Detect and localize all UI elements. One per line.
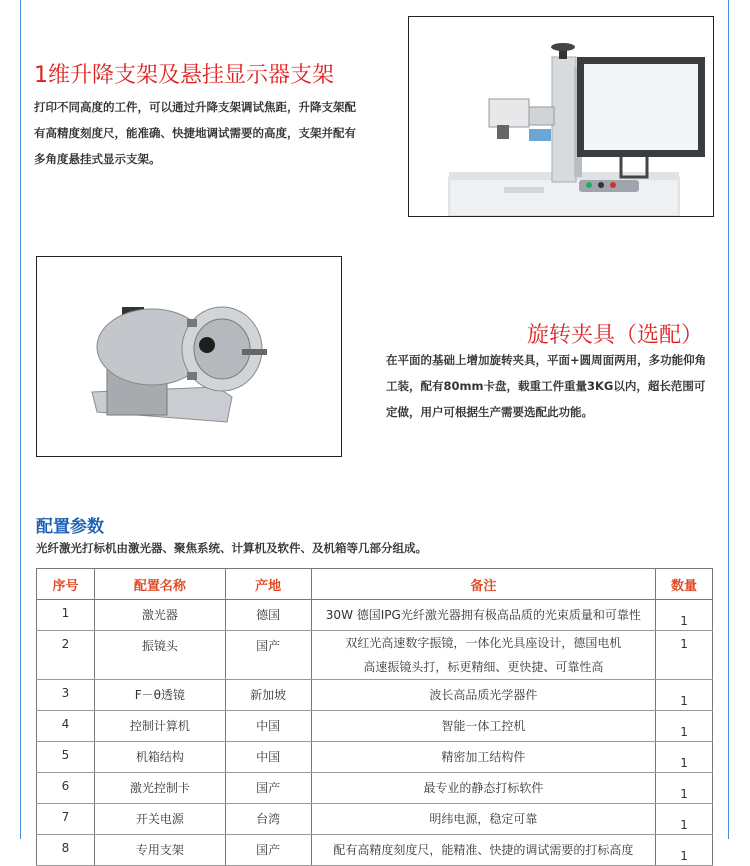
table-row xyxy=(37,804,713,835)
feature2-title: 旋转夹具（选配） xyxy=(527,323,704,348)
table-row xyxy=(37,600,713,631)
table-row xyxy=(37,742,713,773)
header-note: 备注 xyxy=(311,569,655,600)
cell-no: 3 xyxy=(37,680,95,711)
cell-note xyxy=(311,631,655,680)
cell-name: 机箱结构 xyxy=(94,742,225,773)
table-row xyxy=(37,631,713,680)
cell-no: 2 xyxy=(37,631,95,680)
cell-origin: 中国 xyxy=(225,711,311,742)
cell-origin: 国产 xyxy=(225,773,311,804)
cell-name: 激光器 xyxy=(94,600,225,631)
cell-note: 精密加工结构件 xyxy=(311,742,655,773)
cell-qty: 1 xyxy=(656,804,713,835)
cell-no: 6 xyxy=(37,773,95,804)
cell-qty: 1 xyxy=(656,711,713,742)
cell-name: 专用支架 xyxy=(94,835,225,866)
cell-name: F－θ透镜 xyxy=(94,680,225,711)
cell-name: 控制计算机 xyxy=(94,711,225,742)
cell-note: 配有高精度刻度尺，能精准、快捷的调试需要的打标高度 xyxy=(311,835,655,866)
feature2-description: 在平面的基础上增加旋转夹具，平面+圆周面两用，多功能仰角工装，配有80mm卡盘，载重工件重量3KG以内，超长范围可定做，用户可根据生产需要选配此功能。 xyxy=(386,353,707,419)
header-origin: 产地 xyxy=(225,569,311,600)
laser-marker-stand-photo xyxy=(408,16,714,217)
header-qty: 数量 xyxy=(656,569,713,600)
table-row xyxy=(37,835,713,866)
cell-origin: 新加坡 xyxy=(225,680,311,711)
cell-origin: 国产 xyxy=(225,631,311,680)
cell-no: 8 xyxy=(37,835,95,866)
cell-qty: 1 xyxy=(656,680,713,711)
cell-qty: 1 xyxy=(656,600,713,631)
cell-note-line2: 高速振镜头打，标更精细、更快捷、可靠性高 xyxy=(363,660,604,674)
right-border-line xyxy=(728,0,729,839)
left-border-line xyxy=(20,0,21,839)
cell-no: 5 xyxy=(37,742,95,773)
header-no: 序号 xyxy=(37,569,95,600)
rotary-fixture-photo xyxy=(36,256,342,457)
cell-qty: 1 xyxy=(656,742,713,773)
cell-origin: 台湾 xyxy=(225,804,311,835)
cell-note: 明纬电源，稳定可靠 xyxy=(311,804,655,835)
cell-note: 30W 德国IPG光纤激光器拥有极高品质的光束质量和可靠性 xyxy=(311,600,655,631)
config-table xyxy=(36,568,713,866)
feature1-title: 1维升降支架及悬挂显示器支架 xyxy=(34,63,334,88)
cell-note: 最专业的静态打标软件 xyxy=(311,773,655,804)
config-subtitle: 光纤激光打标机由激光器、聚焦系统、计算机及软件、及机箱等几部分组成。 xyxy=(36,541,427,555)
cell-qty: 1 xyxy=(656,835,713,866)
cell-origin: 国产 xyxy=(225,835,311,866)
feature1-description: 打印不同高度的工件，可以通过升降支架调试焦距，升降支架配有高精度刻度尺，能准确、快捷地调试需要的高度，支架并配有多角度悬挂式显示支架。 xyxy=(34,100,356,166)
cell-no: 1 xyxy=(37,600,95,631)
table-row xyxy=(37,680,713,711)
table-row xyxy=(37,773,713,804)
table-row xyxy=(37,711,713,742)
cell-note-line1: 双红光高速数字振镜，一体化光具座设计，德国电机 xyxy=(345,636,622,650)
config-title: 配置参数 xyxy=(36,517,104,537)
cell-note: 波长高品质光学器件 xyxy=(311,680,655,711)
cell-origin: 中国 xyxy=(225,742,311,773)
table-header-row xyxy=(37,569,713,600)
cell-qty: 1 xyxy=(656,631,713,680)
cell-qty: 1 xyxy=(656,773,713,804)
cell-no: 7 xyxy=(37,804,95,835)
cell-name: 激光控制卡 xyxy=(94,773,225,804)
cell-name: 开关电源 xyxy=(94,804,225,835)
header-name: 配置名称 xyxy=(94,569,225,600)
cell-note: 智能一体工控机 xyxy=(311,711,655,742)
cell-no: 4 xyxy=(37,711,95,742)
cell-origin: 德国 xyxy=(225,600,311,631)
cell-name: 振镜头 xyxy=(94,631,225,680)
